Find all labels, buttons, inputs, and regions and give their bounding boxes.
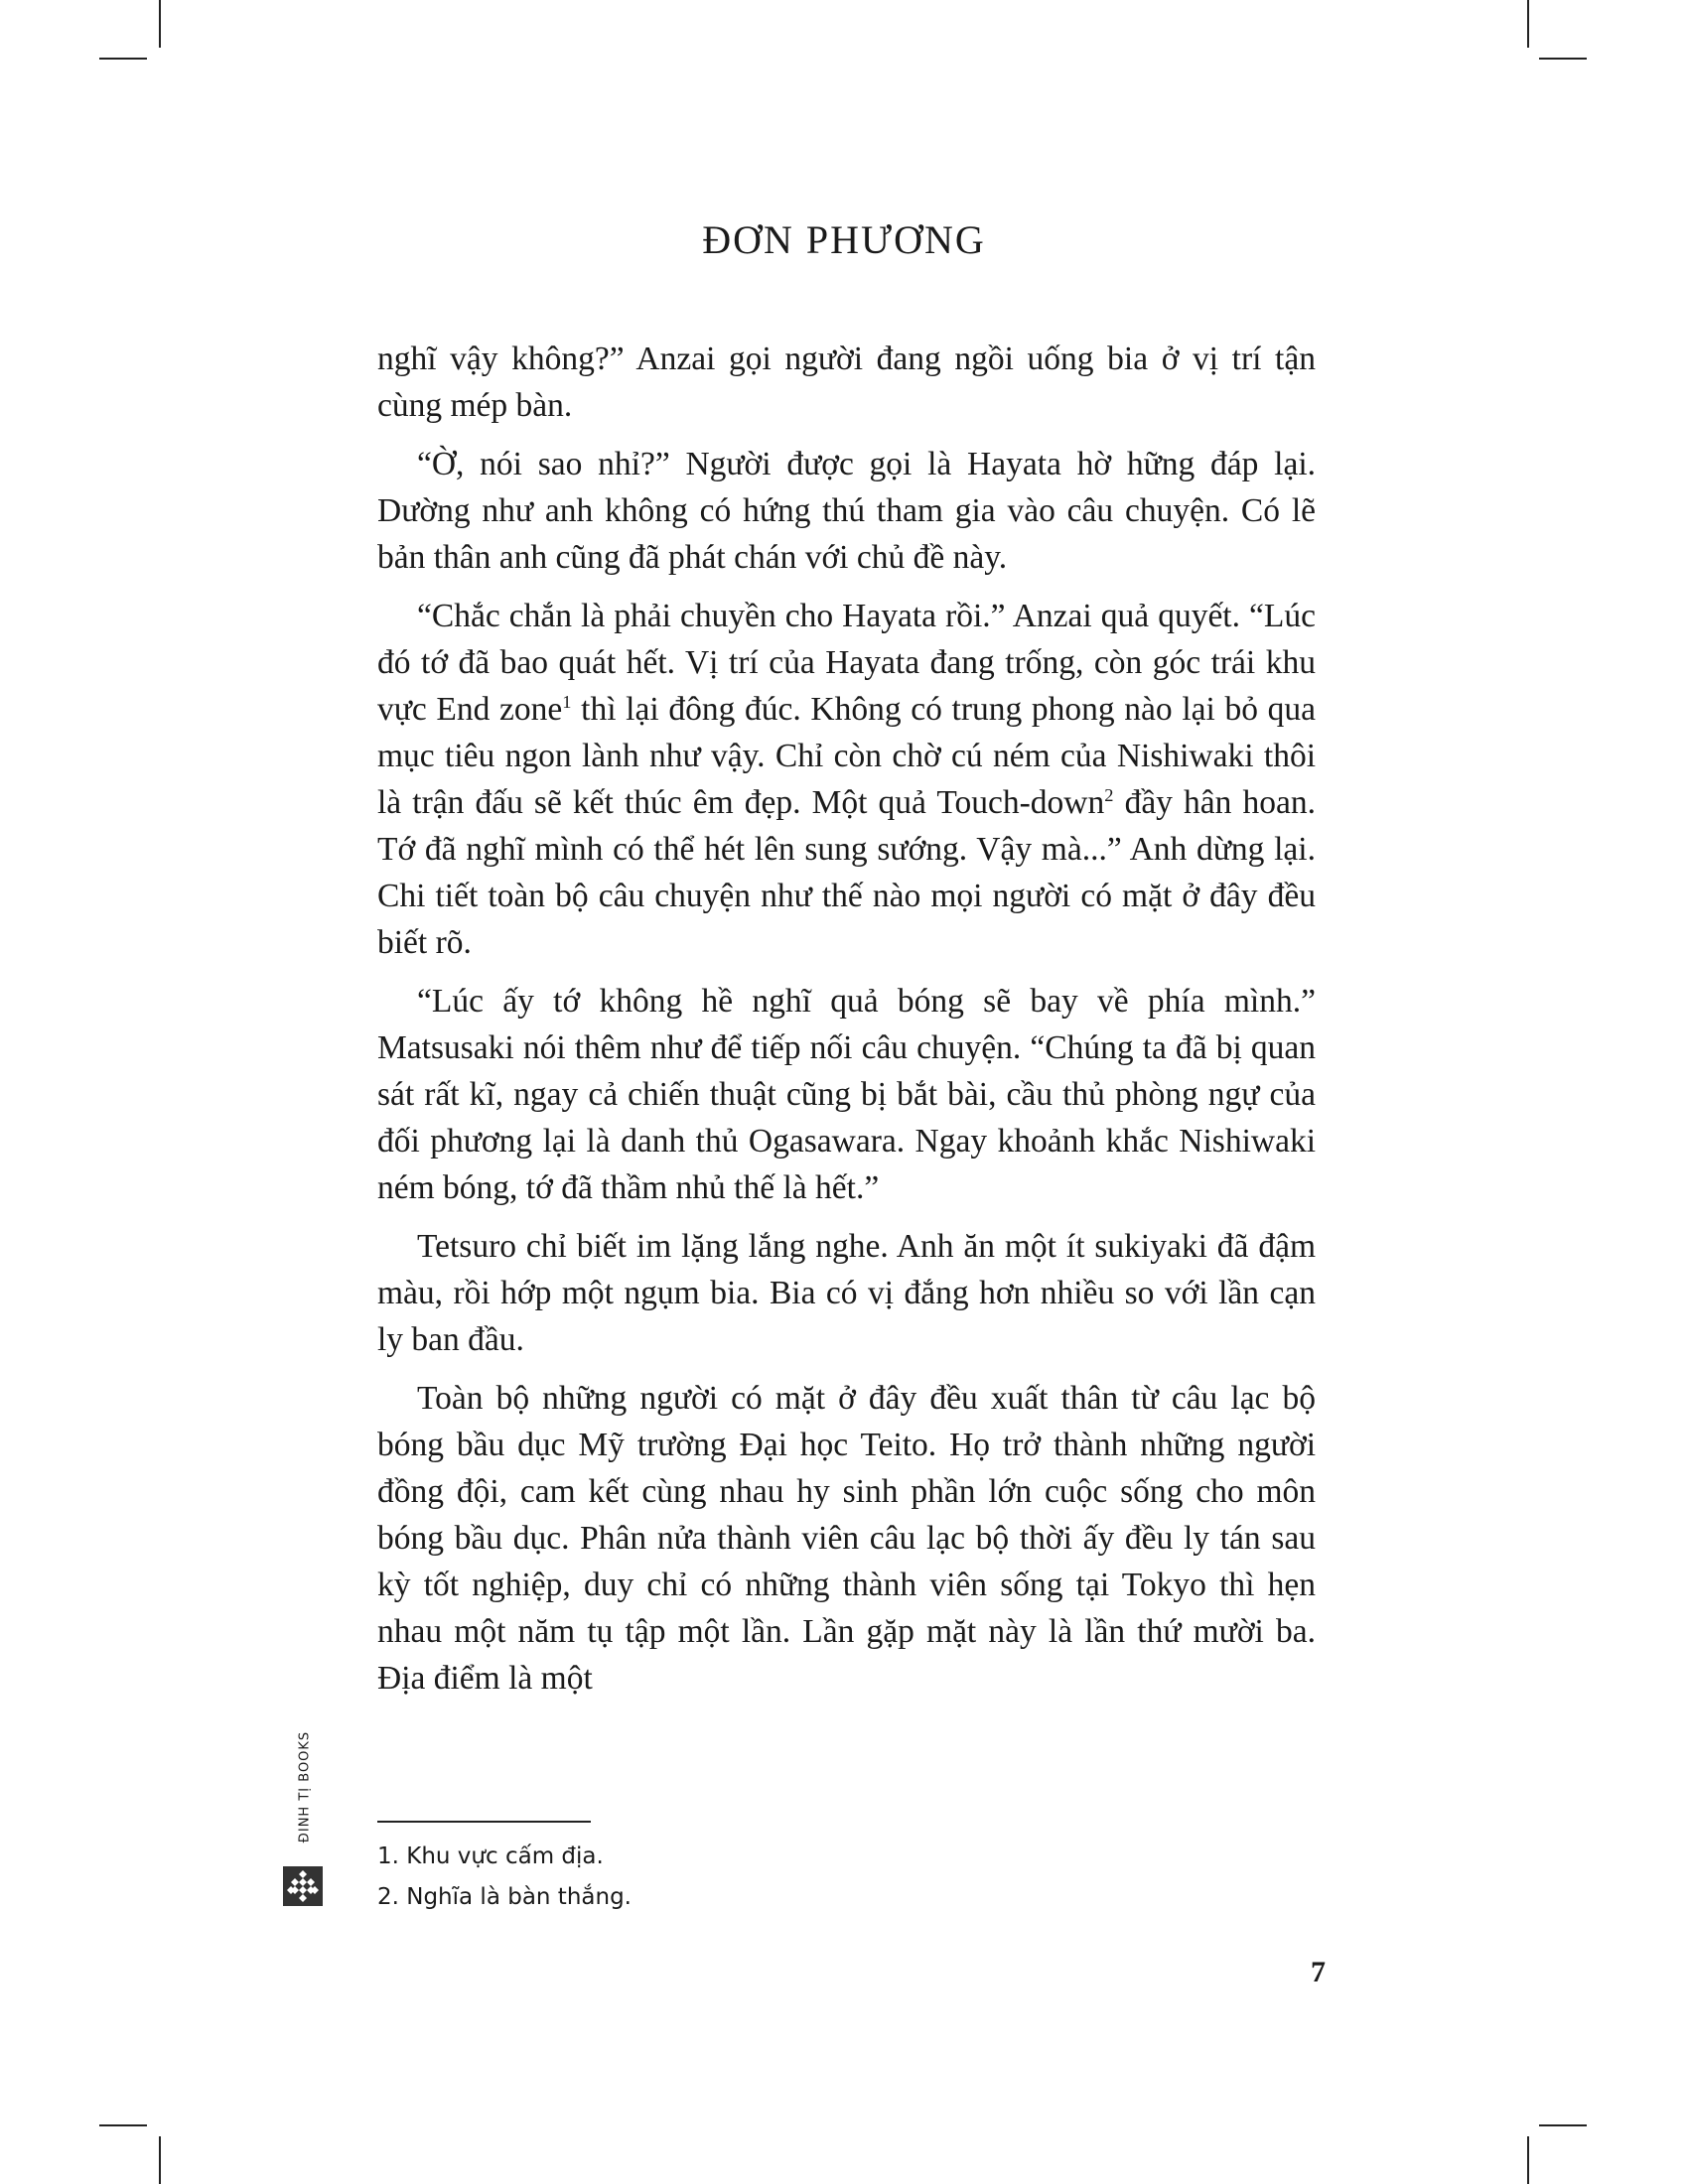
crop-mark bbox=[159, 0, 161, 48]
footnote: 2. Nghĩa là bàn thắng. bbox=[377, 1884, 632, 1910]
paragraph: Toàn bộ những người có mặt ở đây đều xuất thân từ câu lạc bộ bóng bầu dục Mỹ trường Đại học Teito. Họ trở thành những người đồng đội, cam kết cùng nhau hy sinh phần lớn cuộc sống cho môn bóng bầu dục. Phân nửa thành viên câu lạc bộ thời ấy đều ly tán sau kỳ tốt nghiệp, duy chỉ có những thành viên sống tại Tokyo thì hẹn nhau một năm tụ tập một lần. Lần gặp mặt này là lần thứ mười ba. Địa điểm là một bbox=[377, 1380, 1316, 1697]
publisher-name: ĐINH TỊ BOOKS bbox=[297, 1730, 313, 1843]
page-number: 7 bbox=[1311, 1956, 1326, 1988]
publisher-mark bbox=[283, 1727, 323, 1906]
crop-mark bbox=[159, 2136, 161, 2184]
body-text bbox=[377, 336, 1316, 1713]
crop-mark bbox=[1527, 0, 1529, 48]
footnote-divider bbox=[377, 1821, 591, 1823]
crop-mark bbox=[1539, 58, 1587, 60]
paragraph: Tetsuro chỉ biết im lặng lắng nghe. Anh ăn một ít sukiyaki đã đậm màu, rồi hớp một ngụm bia. Bia có vị đắng hơn nhiều so với lần cạn ly ban đầu. bbox=[377, 1228, 1316, 1358]
diamond-lattice-icon bbox=[283, 1866, 323, 1906]
crop-mark bbox=[1527, 2136, 1529, 2184]
running-header: ĐƠN PHƯƠNG bbox=[702, 217, 986, 262]
footnote: 1. Khu vực cấm địa. bbox=[377, 1843, 604, 1869]
paragraph: “Lúc ấy tớ không hề nghĩ quả bóng sẽ bay về phía mình.” Matsusaki nói thêm như để tiếp nối câu chuyện. “Chúng ta đã bị quan sát rất kĩ, ngay cả chiến thuật cũng bị bắt bài, cầu thủ phòng ngự của đối phương lại là danh thủ Ogasawara. Ngay khoảnh khắc Nishiwaki ném bóng, tớ đã thầm nhủ thế là hết.” bbox=[377, 983, 1316, 1206]
paragraph: nghĩ vậy không?” Anzai gọi người đang ngồi uống bia ở vị trí tận cùng mép bàn. bbox=[377, 341, 1316, 424]
crop-mark bbox=[99, 2124, 147, 2126]
crop-mark bbox=[99, 58, 147, 60]
crop-mark bbox=[1539, 2124, 1587, 2126]
paragraph: “Chắc chắn là phải chuyền cho Hayata rồi.” Anzai quả quyết. “Lúc đó tớ đã bao quát hết. Vị trí của Hayata đang trống, còn góc trái khu vực End zone$^1$ thì lại đông đúc. Không có trung phong nào lại bỏ qua mục tiêu ngon lành như vậy. Chỉ còn chờ cú ném của Nishiwaki thôi là trận đấu sẽ kết thúc êm đẹp. Một quả Touch-down$^2$ đầy hân hoan. Tớ đã nghĩ mình có thể hét lên sung sướng. Vậy mà...” Anh dừng lại. Chi tiết toàn bộ câu chuyện như thế nào mọi người có mặt ở đây đều biết rõ. bbox=[377, 598, 1316, 961]
paragraph: “Ờ, nói sao nhỉ?” Người được gọi là Hayata hờ hững đáp lại. Dường như anh không có hứng thú tham gia vào câu chuyện. Có lẽ bản thân anh cũng đã phát chán với chủ đề này. bbox=[377, 446, 1316, 576]
footnotes bbox=[377, 1837, 632, 1918]
